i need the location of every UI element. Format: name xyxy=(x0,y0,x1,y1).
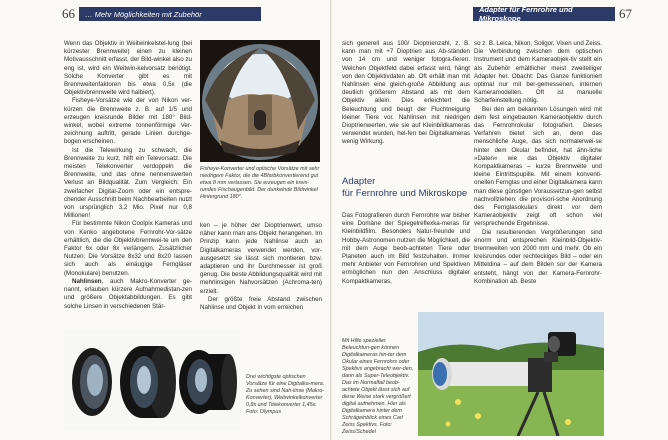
left-page-number: 66 xyxy=(62,6,75,21)
right-column-1b xyxy=(342,212,470,286)
left-column-1 xyxy=(64,40,192,311)
right-page-header xyxy=(473,6,632,22)
right-column-1 xyxy=(342,40,470,147)
fisheye-caption: Fisheye-Konverter und optische Vorsätze mit sehr niedrigem Faktor, die die 4Bfarbkonvertierend gut etwa 8 mm verlassen. Sie erzeugen ein kreis-rundes Fischaugenbild. Der dunkelnde Bildwinkel Hintergrund 180°. xyxy=(200,166,320,200)
heading-line: für Fernrohre und Mikroskope xyxy=(342,188,468,199)
left-running-head: … Mehr Möglichkeiten mit Zubehör xyxy=(79,7,261,21)
lens-converters-caption: Drei wichtigste optischen Vorsätze für eine Digitalka-mera. Zu sehen sind Nah-linse (Makro-Konverter), Weitwinkelkonverter 0,8x und Telekonverter 1,45x. Foto: Olympus xyxy=(246,374,325,415)
paragraph: Die resultierenden Vergrößerungen sind enorm und entsprechen Kleinbild-Objektiv-brennweiten von 2000 mm und mehr. Ob ein kreisrundes oder rechteckiges Bild – oder ein Mitteldina – auf dem Bilden sor der Kamera entsteht, hängt von der Kamera-Fernrohr-Kombination ab. Beste xyxy=(474,228,602,285)
paragraph: Der größte freie Abstand zwischen Nahlinse und Objekt in vom erreichen xyxy=(200,295,322,312)
section-heading xyxy=(342,176,470,200)
paragraph: Ist die Telewirkung zu schwach, die Brennweite zu kurz, hilft ein Televorsatz. Die meisten Telekonverter verdoppeln die Brennweite, und das ohne nennenswerten Verlust an Bildqualität. Zum Vergleich: Ein zweifacher Digital-Zoom oder ein entspre-chender Ausschnitt beim Nachbearbeiten nutzt von ursprünglich 3,2 Mio. Pixel nur 0,8 Millionen! xyxy=(64,146,192,220)
spotting-scope-photo xyxy=(418,312,604,436)
right-running-head: Adapter für Fernrohre und Mikroskope xyxy=(473,7,615,21)
lens-converters-photo xyxy=(64,330,240,430)
paragraph: Bei den am bekannten Lösungen wird mit dem fest eingebauten Kameraobjektiv durch das Fernrohrokular fotografiert. Dieses Verfahren bietet sich an, denn das menschliche Auge, das sich normalerwei-se hinter dem Okular befindet, hat ähn-liche »Daten« wie das Objektiv digitaler Kompaktkameras – kurze Brennweite und kleine Eintrittspupille. Mit einem konventi-onellen Fernglas und einer Digitalkamera kann man diese günstigen Voraussetzun-gen selbst nachvollziehen: die provisori-sche Anordnung des Fernglasokulars direkt vor dem Kameraobjektiv zeigt oft schon viel versprechende Ergebnisse. xyxy=(474,105,602,228)
paragraph: so z. B. Leica, Nikon, Soligor, Vixen und Zeiss. Die Verbindung zwischen dem optischen Instrument und dem Kameraobjek-tiv stellt ein als Zubehör erhältlicher meist zweiteiliger Adapter her. Obacht: Das Ganze funktioniert optimal nur mit ber-gemessenen, internen Kameramodellen. Oft ist manuelle Scharfeinstellung nötig. xyxy=(474,40,602,105)
bold-term: Nahlinsen xyxy=(72,277,102,285)
right-page xyxy=(334,0,668,440)
paragraph: Nahlinsen, auch Makro-Konverter ge-nannt, erlauben kürzere Aufnahmedistan-zen und größere Objektabbildungen. Es gibt solche Linsen in verschiedenen Stär- xyxy=(64,277,192,310)
heading-line: Adapter xyxy=(342,176,376,187)
paragraph: Wenn das Objektiv in Weitwinkelstel-lung (bei kürzester Brennweite) einen zu kleinen Motivausschnitt erfasst, der Bild-winkel also zu eng ist, wird ein Weitwin-kelvorsatz benötigt. Solche Konverter gibt es mit Brennweitenfaktoren bis etwa 0,5x (die Objektivbrennweite wird halbiert). xyxy=(64,40,192,97)
left-column-2 xyxy=(200,222,322,312)
paragraph: sich generell aus 100/ Dioptrienzahl, z. B. kann man mit +7 Dioptrien aus Ab-ständen von 14 cm und weniger fotogra-fieren. Welchen Objektfeld dabei erfasst wird, hängt von den Objektivdaten ab. Oft erhält man mit Nahlinsen eine gleich-große Abbildung aus deutlich größerem Abstand als mit dem Objektiv allein. Dies erleichtert die Beleuchtung und beugt der Fluchtneigung kleiner Tiere vor. Nahlinsen mit niedrigen Dioptrienwerten, wie sie auf Kleinbildkameras verwendet wurden, hel-fen bei Digitalkameras wenig Wirkung. xyxy=(342,40,470,146)
spotting-scope-caption: Mit Hilfe spezieller Beleuchtun-gen können Digitalkameras hin-ter dem Okular eines Fernrohrs oder Spektivs angebracht wer-den, dann als Super-Teleobjektiv. Das im Normalfall beob-achtete Objekt lässt sich auf diese Weise stark vergrößert digital aufnehmen. Hier als Digitalkamera hinter dem Schrägeinblick eines Carl Zeiss Spektivs. Foto: Zeiss/Schedel xyxy=(342,338,414,435)
paragraph: Fisheye-Vorsätze wie der von Nikon ver-kürzen die Brennweite z. B. auf 1/5 und erzeugen kreisrunde Bilder mit 180° Bild-winkel, wobei extreme tonnenförmige Ver-zeichnung auftritt, gerade Linien durchge-bogen erscheinen. xyxy=(64,97,192,146)
left-page-header xyxy=(62,6,261,22)
paragraph: ken – je höher der Dioptrienwert, umso näher kann man ans Objekt herangehen. Im Prinzip kann jede Nahlinse auch an Digitalkameras verwendet werden, vor-ausgesetzt sie lässt sich montieren bzw. adaptieren und ihr Durchmesser ist groß genug. Die beste Abbildungsqualität wird mit mehrlinsigen Nahvorsätzen (Achroma-ten) erzielt. xyxy=(200,222,322,295)
right-column-2 xyxy=(474,40,602,286)
right-page-number: 67 xyxy=(619,6,632,21)
paragraph: Für bestimmte Nikon Coolpix Kameras und von Kenko angebotene Fernrohr-Vor-sätze erhältlich, die die Objektivbrennwei-te um den Faktor 6x oder 8x verlängern. Zusätzlicher Nutzen: Die Vorsätze 8x32 und 8x20 lassen sich auch als einäugige Ferngläser (Monokulare) benutzen. xyxy=(64,220,192,277)
left-page xyxy=(0,0,332,440)
fisheye-photo xyxy=(200,40,320,162)
paragraph: Das Fotografieren durch Fernrohre war bisher eine Domäne der Spiegelreflexka-meras für Kleinbildfilm. Besonders Natur-freunde und Hobby-Astronomen nutzen die Möglichkeit, die mit dem Auge beob-achteten Tiere oder Planeten auch im Bild festzuhalten. Immer mehr Anbieter von Fernrohren und Spektiven ermöglichen nun den Anschluss digitaler Kompaktkameras, xyxy=(342,212,470,285)
